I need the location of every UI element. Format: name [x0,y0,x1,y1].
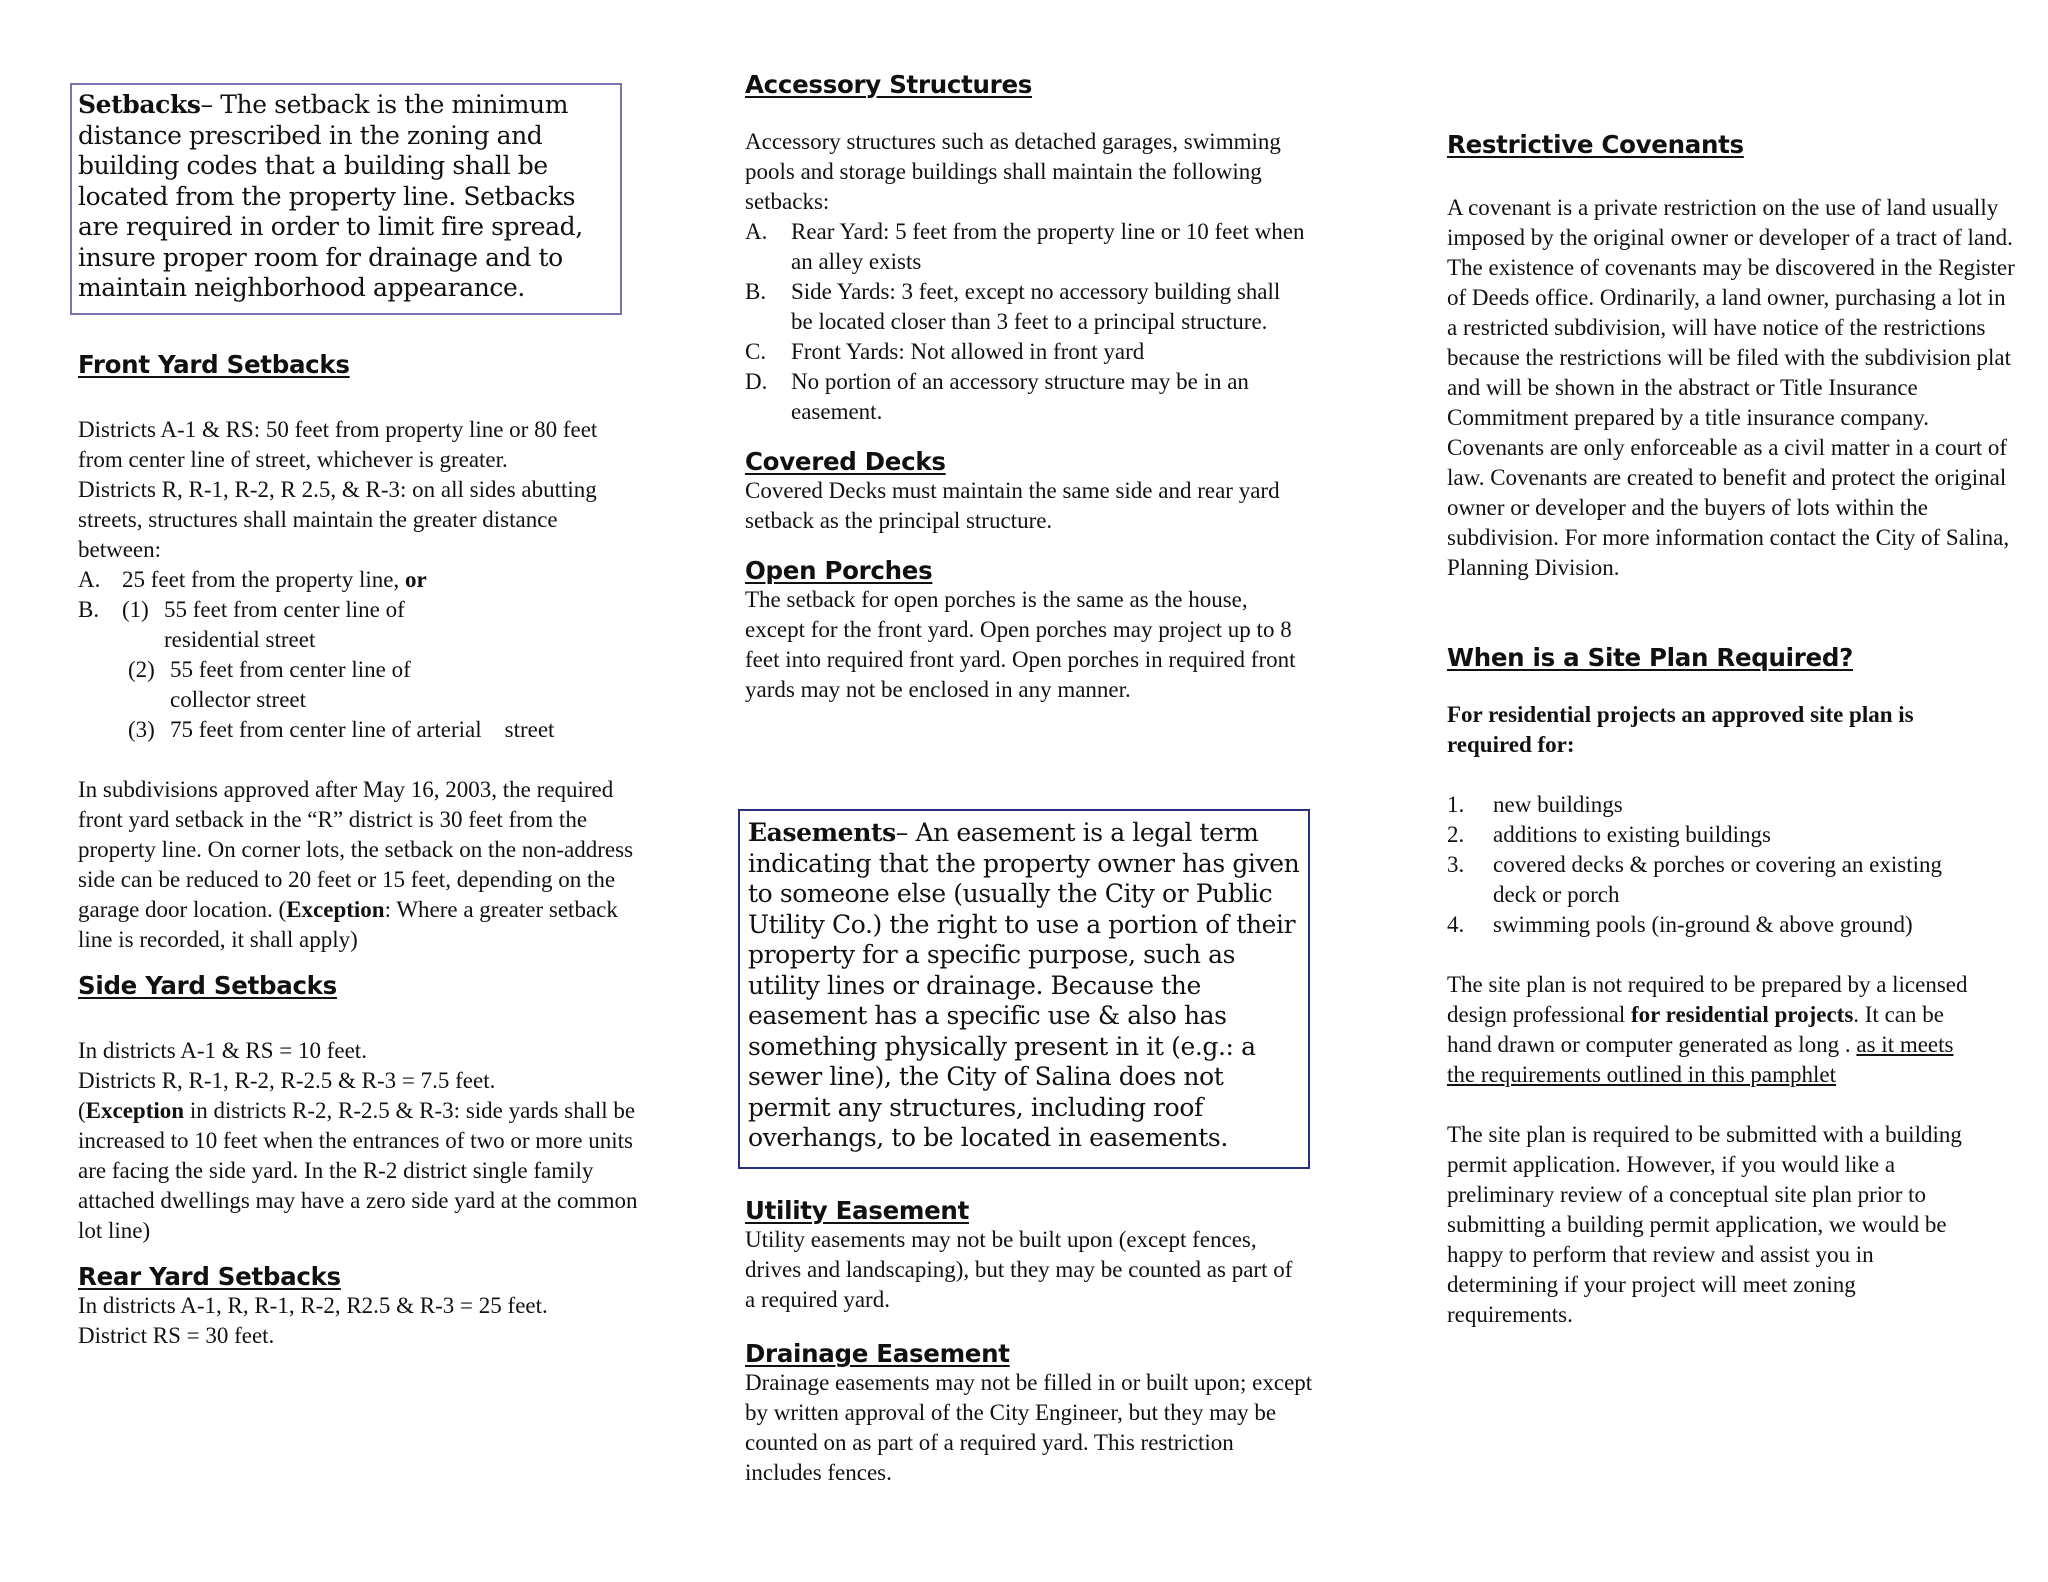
covered-decks-text: Covered Decks must maintain the same side and rear yard setback as the principal structure. [745,478,1280,533]
front-yard-districts-r: Districts R, R-1, R-2, R 2.5, & R-3: on all sides abutting streets, structures shall maintain the greater distance between: [78,477,597,562]
side-yard-exception: (Exception in districts R-2, R-2.5 & R-3: side yards shall be increased to 10 feet when the entrances of two or more units are facing the side yard. In the R-2 district single family attached dwellings may have a zero side yard at the common lot line) [78,1098,638,1243]
side-yard-r-districts: Districts R, R-1, R-2, R-2.5 & R-3 = 7.5 feet. [78,1068,496,1093]
open-porches-text: The setback for open porches is the same as the house, except for the front yard. Open porches may project up to 8 feet into required front yard. Open porches in required front yards may not be enclosed in any manner. [745,587,1296,702]
front-yard-subdivision-note: In subdivisions approved after May 16, 2003, the required front yard setback in the “R” district is 30 feet from the property line. On corner lots, the setback on the non-address side can be reduced to 20 feet or 15 feet, depending on the garage door location. (Exception: Where a greater setback line is recorded, it shall apply) [78,777,634,952]
accessory-setback-list [745,217,1305,427]
rear-yard-line1: In districts A-1, R, R-1, R-2, R2.5 & R-3 = 25 feet. [78,1293,548,1318]
front-yard-subitem: (3) 75 feet from center line of arterial street [128,717,555,742]
restrictive-covenants-text: A covenant is a private restriction on the use of land usually imposed by the original owner or developer of a tract of land. The existence of covenants may be discovered in the Register of Deeds office. Ordinarily, a land owner, purchasing a lot in a restricted subdivision, will have notice of the restrictions because the restrictions will be filed with the subdivision plat and will be shown in the abstract or Title Insurance Commitment prepared by a title insurance company. Covenants are only enforceable as a civil matter in a court of law. Covenants are created to benefit and protect the original owner or developer and the buyers of lots within the subdivision. For more information contact the City of Salina, Planning Division. [1447,195,2015,580]
site-plan-preparer-note: The site plan is not required to be prepared by a licensed design professional for residential projects. It can be hand drawn or computer generated as long . as it meets the requirements outlined in this pamphlet [1447,972,1968,1087]
drainage-easement-heading: Drainage Easement [745,1339,1010,1368]
list-item: C. Front Yards: Not allowed in front yard [745,339,1145,364]
column-middle-lower [745,1196,1325,1488]
utility-easement-text: Utility easements may not be built upon (except fences, drives and landscaping), but they may be counted as part of a required yard. [745,1227,1293,1312]
accessory-structures-heading: Accessory Structures [745,70,1033,99]
front-yard-item-b: B. (1) 55 feet from center line of residential street [78,595,638,655]
front-yard-heading: Front Yard Setbacks [78,350,350,379]
column-middle [745,70,1325,705]
covered-decks-heading: Covered Decks [745,447,946,476]
easements-definition-box [738,809,1310,1169]
list-item: A. Rear Yard: 5 feet from the property line or 10 feet when an alley exists [745,219,1305,274]
easements-definition: Easements– An easement is a legal term indicating that the property owner has given to someone else (usually the City or Public Utility Co.) the right to use a portion of their property for a specific purpose, such as utility lines or drainage. Because the easement has a specific use & also has something physically present in it (e.g.: a sewer line), the City of Salina does not permit any structures, including roof overhangs, to be located in easements. [748,818,1300,1152]
list-item: 2. additions to existing buildings [1447,822,1771,847]
front-yard-subitem: (2) 55 feet from center line of collector street [128,657,411,712]
list-item: 4. swimming pools (in-ground & above ground) [1447,912,1913,937]
front-yard-districts-a1-rs: Districts A-1 & RS: 50 feet from property line or 80 feet from center line of street, whichever is greater. [78,417,598,472]
utility-easement-heading: Utility Easement [745,1196,969,1225]
side-yard-a1-rs: In districts A-1 & RS = 10 feet. [78,1038,367,1063]
column-right [1447,130,2017,1330]
open-porches-heading: Open Porches [745,556,933,585]
rear-yard-heading: Rear Yard Setbacks [78,1262,341,1291]
side-yard-heading: Side Yard Setbacks [78,971,337,1000]
front-yard-subitem: (1) 55 feet from center line of residential street [122,597,405,652]
accessory-intro: Accessory structures such as detached garages, swimming pools and storage buildings shall maintain the following setbacks: [745,129,1281,214]
list-item: D. No portion of an accessory structure may be in an easement. [745,369,1249,424]
drainage-easement-text: Drainage easements may not be filled in or built upon; except by written approval of the City Engineer, but they may be counted on as part of a required yard. This restriction includes fences. [745,1370,1313,1485]
column-left [78,86,638,1351]
easements-term: Easements [748,818,896,847]
front-yard-item-a: A. 25 feet from the property line, or [78,567,427,592]
site-plan-submission-note: The site plan is required to be submitted with a building permit application. However, if you would like a preliminary review of a conceptual site plan prior to submitting a building permit application, we would be happy to perform that review and assist you in determining if your project will meet zoning requirements. [1447,1122,1962,1327]
list-item: 1. new buildings [1447,792,1623,817]
site-plan-required-list [1447,790,1967,940]
list-item: B. Side Yards: 3 feet, except no accessory building shall be located closer than 3 feet to a principal structure. [745,279,1281,334]
site-plan-lead: For residential projects an approved site plan is required for: [1447,702,1914,757]
setbacks-definition: Setbacks– The setback is the minimum distance prescribed in the zoning and building codes that a building shall be located from the property line. Setbacks are required in order to limit fire spread, insure proper room for drainage and to maintain neighborhood appearance. [78,90,583,302]
setbacks-term: Setbacks [78,90,201,119]
restrictive-covenants-heading: Restrictive Covenants [1447,130,1744,159]
site-plan-heading: When is a Site Plan Required? [1447,643,1853,672]
rear-yard-line2: District RS = 30 feet. [78,1323,275,1348]
list-item: 3. covered decks & porches or covering an existing deck or porch [1447,852,1942,907]
